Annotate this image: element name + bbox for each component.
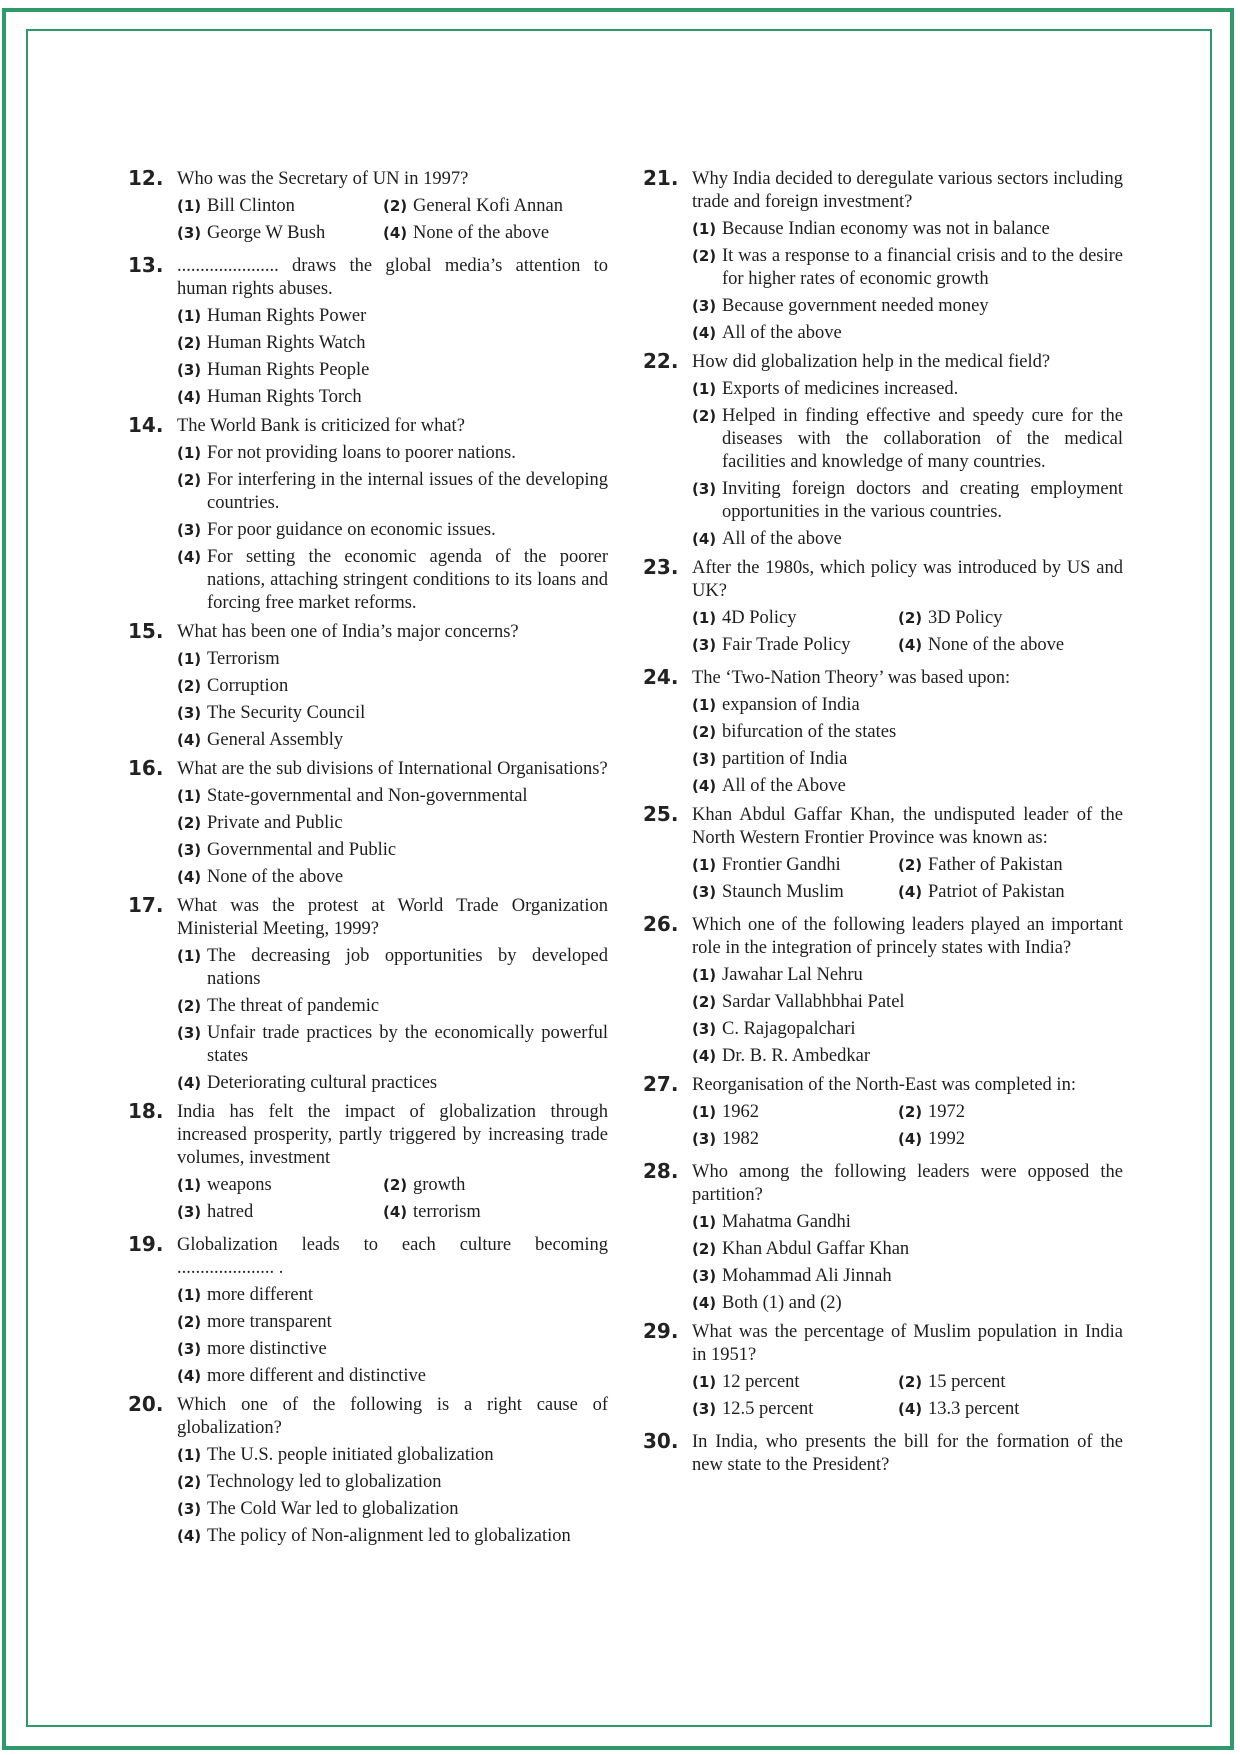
option-text: Unfair trade practices by the economically powerful states [207, 1023, 608, 1066]
option-text: Staunch Muslim [722, 882, 844, 902]
option-number: (4) [692, 1047, 717, 1065]
option-text: Mohammad Ali Jinnah [722, 1266, 892, 1286]
answer-option [383, 1174, 608, 1197]
option-list [177, 1284, 608, 1388]
question-number: 29. [643, 1319, 679, 1343]
answer-option [383, 1201, 608, 1224]
option-text: Khan Abdul Gaffar Khan [722, 1239, 910, 1259]
answer-option [177, 222, 383, 245]
answer-option [177, 1201, 383, 1224]
option-number: (1) [692, 220, 717, 238]
answer-option [692, 245, 1123, 291]
answer-option [692, 991, 1123, 1014]
answer-option [177, 469, 608, 515]
answer-option [692, 694, 1123, 717]
answer-option [177, 648, 608, 671]
option-list [692, 694, 1123, 798]
question-text: India has felt the impact of globalization through increased prosperity, partly triggered by increasing trade volumes, investment [177, 1102, 608, 1168]
option-text: Governmental and Public [207, 840, 397, 860]
option-text: Both (1) and (2) [722, 1293, 842, 1313]
option-text: 4D Policy [722, 608, 797, 628]
question-number: 13. [128, 253, 164, 277]
answer-option [692, 881, 898, 904]
option-text: All of the above [722, 323, 842, 343]
answer-option [898, 1101, 1123, 1124]
option-list [692, 1371, 1123, 1425]
answer-option [177, 1072, 608, 1095]
option-text: General Assembly [207, 730, 344, 750]
question-16 [128, 758, 608, 889]
option-text: 3D Policy [928, 608, 1003, 628]
option-text: George W Bush [207, 223, 326, 243]
answer-option [692, 1238, 1123, 1261]
option-list [177, 1174, 608, 1228]
answer-option [177, 866, 608, 889]
question-15 [128, 621, 608, 752]
answer-option [177, 1284, 608, 1307]
answer-option [692, 1292, 1123, 1315]
question-27 [643, 1074, 1123, 1155]
option-number: (1) [177, 1286, 202, 1304]
option-number: (3) [692, 636, 717, 654]
answer-option [692, 1101, 898, 1124]
answer-option [692, 634, 898, 657]
option-text: The policy of Non-alignment led to globalization [207, 1526, 571, 1546]
option-text: Because Indian economy was not in balance [722, 219, 1050, 239]
question-text: Reorganisation of the North-East was completed in: [692, 1075, 1076, 1095]
answer-option [898, 1398, 1123, 1421]
question-25 [643, 804, 1123, 908]
answer-option [692, 478, 1123, 524]
option-text: All of the Above [722, 776, 846, 796]
option-list [692, 218, 1123, 345]
option-number: (2) [898, 609, 923, 627]
answer-option [177, 519, 608, 542]
option-text: 12 percent [722, 1372, 800, 1392]
answer-option [383, 222, 608, 245]
option-number: (2) [692, 407, 717, 425]
answer-option [692, 964, 1123, 987]
question-14 [128, 415, 608, 615]
option-text: Corruption [207, 676, 289, 696]
option-number: (1) [177, 947, 202, 965]
left-question-column [128, 168, 608, 1554]
option-number: (2) [177, 334, 202, 352]
answer-option [177, 675, 608, 698]
answer-option [177, 359, 608, 382]
question-number: 23. [643, 555, 679, 579]
option-text: 1972 [928, 1102, 965, 1122]
question-24 [643, 667, 1123, 798]
option-number: (2) [177, 814, 202, 832]
option-text: None of the above [413, 223, 550, 243]
option-text: Terrorism [207, 649, 280, 669]
option-number: (1) [177, 197, 202, 215]
question-number: 25. [643, 802, 679, 826]
option-number: (2) [383, 197, 408, 215]
question-number: 24. [643, 665, 679, 689]
option-number: (2) [177, 1313, 202, 1331]
option-text: Father of Pakistan [928, 855, 1063, 875]
option-number: (4) [177, 1074, 202, 1092]
option-number: (2) [177, 1473, 202, 1491]
question-29 [643, 1321, 1123, 1425]
answer-option [177, 729, 608, 752]
answer-option [177, 1365, 608, 1388]
option-number: (3) [177, 1340, 202, 1358]
question-number: 20. [128, 1392, 164, 1416]
answer-option [692, 775, 1123, 798]
answer-option [177, 1498, 608, 1521]
option-text: Human Rights Torch [207, 387, 362, 407]
question-number: 22. [643, 349, 679, 373]
answer-option [177, 195, 383, 218]
question-text: ...................... draws the global media’s attention to human rights abuses. [177, 256, 608, 299]
question-26 [643, 914, 1123, 1068]
option-number: (1) [692, 1103, 717, 1121]
answer-option [177, 1174, 383, 1197]
answer-option [177, 812, 608, 835]
question-text: Who among the following leaders were opposed the partition? [692, 1162, 1123, 1205]
option-number: (4) [692, 530, 717, 548]
option-number: (4) [692, 324, 717, 342]
answer-option [692, 1211, 1123, 1234]
answer-option [692, 1128, 898, 1151]
option-number: (1) [692, 966, 717, 984]
option-text: Because government needed money [722, 296, 989, 316]
answer-option [692, 1265, 1123, 1288]
option-list [692, 1211, 1123, 1315]
option-number: (2) [692, 993, 717, 1011]
option-number: (3) [692, 480, 717, 498]
question-21 [643, 168, 1123, 345]
option-text: It was a response to a financial crisis and to the desire for higher rates of economic growth [722, 246, 1123, 289]
option-text: partition of India [722, 749, 848, 769]
right-question-column [643, 168, 1123, 1483]
option-number: (2) [692, 723, 717, 741]
option-number: (3) [177, 841, 202, 859]
option-text: Inviting foreign doctors and creating employment opportunities in the various countries. [722, 479, 1123, 522]
option-text: more distinctive [207, 1339, 327, 1359]
answer-option [898, 607, 1123, 630]
question-number: 16. [128, 756, 164, 780]
option-text: Private and Public [207, 813, 343, 833]
answer-option [898, 854, 1123, 877]
answer-option [177, 546, 608, 615]
option-text: None of the above [928, 635, 1065, 655]
option-number: (4) [383, 1203, 408, 1221]
answer-option [177, 839, 608, 862]
option-number: (4) [898, 1400, 923, 1418]
answer-option [177, 1471, 608, 1494]
answer-option [177, 1022, 608, 1068]
answer-option [692, 748, 1123, 771]
answer-option [177, 945, 608, 991]
option-text: Mahatma Gandhi [722, 1212, 851, 1232]
answer-option [177, 1444, 608, 1467]
question-number: 28. [643, 1159, 679, 1183]
option-number: (3) [177, 1203, 202, 1221]
question-text: Khan Abdul Gaffar Khan, the undisputed leader of the North Western Frontier Province was known as: [692, 805, 1123, 848]
question-number: 18. [128, 1099, 164, 1123]
option-list [177, 945, 608, 1095]
answer-option [177, 1525, 608, 1548]
option-number: (2) [898, 1103, 923, 1121]
question-number: 15. [128, 619, 164, 643]
question-text: What was the percentage of Muslim population in India in 1951? [692, 1322, 1123, 1365]
option-text: 15 percent [928, 1372, 1006, 1392]
answer-option [692, 721, 1123, 744]
option-text: more transparent [207, 1312, 332, 1332]
answer-option [177, 442, 608, 465]
option-text: Dr. B. R. Ambedkar [722, 1046, 870, 1066]
option-text: C. Rajagopalchari [722, 1019, 856, 1039]
option-list [692, 964, 1123, 1068]
question-number: 14. [128, 413, 164, 437]
option-number: (2) [177, 997, 202, 1015]
option-list [177, 1444, 608, 1548]
answer-option [692, 1371, 898, 1394]
option-number: (4) [898, 636, 923, 654]
answer-option [692, 1018, 1123, 1041]
option-number: (1) [692, 696, 717, 714]
option-list [692, 607, 1123, 661]
option-number: (1) [177, 787, 202, 805]
question-text: In India, who presents the bill for the formation of the new state to the President? [692, 1432, 1123, 1475]
option-number: (3) [692, 1020, 717, 1038]
option-number: (4) [692, 1294, 717, 1312]
option-text: For setting the economic agenda of the poorer nations, attaching stringent conditions to its loans and forcing free market reforms. [207, 547, 608, 613]
option-number: (4) [383, 224, 408, 242]
option-number: (1) [177, 307, 202, 325]
option-number: (1) [692, 609, 717, 627]
question-number: 12. [128, 166, 164, 190]
question-number: 19. [128, 1232, 164, 1256]
answer-option [898, 634, 1123, 657]
option-number: (4) [177, 548, 202, 566]
answer-option [692, 322, 1123, 345]
option-number: (3) [692, 297, 717, 315]
option-number: (1) [692, 1373, 717, 1391]
answer-option [692, 405, 1123, 474]
answer-option [177, 1338, 608, 1361]
option-list [177, 305, 608, 409]
option-number: (1) [177, 444, 202, 462]
option-text: Fair Trade Policy [722, 635, 851, 655]
option-text: Frontier Gandhi [722, 855, 841, 875]
option-text: The Cold War led to globalization [207, 1499, 459, 1519]
option-text: Bill Clinton [207, 196, 295, 216]
option-list [177, 195, 608, 249]
option-text: weapons [207, 1175, 272, 1195]
option-number: (4) [692, 777, 717, 795]
option-number: (3) [177, 521, 202, 539]
option-text: Human Rights People [207, 360, 370, 380]
option-number: (3) [692, 750, 717, 768]
answer-option [177, 386, 608, 409]
answer-option [898, 1128, 1123, 1151]
option-list [177, 785, 608, 889]
option-text: hatred [207, 1202, 254, 1222]
question-23 [643, 557, 1123, 661]
option-number: (4) [177, 868, 202, 886]
option-text: 1962 [722, 1102, 759, 1122]
option-number: (1) [177, 650, 202, 668]
question-text: The World Bank is criticized for what? [177, 416, 465, 436]
option-list [177, 442, 608, 615]
answer-option [177, 702, 608, 725]
option-number: (4) [177, 731, 202, 749]
option-number: (3) [692, 883, 717, 901]
answer-option [383, 195, 608, 218]
question-text: What has been one of India’s major concerns? [177, 622, 519, 642]
option-text: growth [413, 1175, 466, 1195]
answer-option [177, 332, 608, 355]
option-text: For poor guidance on economic issues. [207, 520, 496, 540]
option-number: (1) [692, 856, 717, 874]
question-text: Which one of the following leaders played an important role in the integration of princely states with India? [692, 915, 1123, 958]
option-number: (3) [692, 1400, 717, 1418]
question-number: 17. [128, 893, 164, 917]
question-17 [128, 895, 608, 1095]
answer-option [177, 785, 608, 808]
option-text: Human Rights Power [207, 306, 367, 326]
option-text: Patriot of Pakistan [928, 882, 1065, 902]
question-28 [643, 1161, 1123, 1315]
option-number: (1) [692, 380, 717, 398]
answer-option [177, 305, 608, 328]
question-30 [643, 1431, 1123, 1477]
question-text: What was the protest at World Trade Organization Ministerial Meeting, 1999? [177, 896, 608, 939]
answer-option [177, 1311, 608, 1334]
option-number: (4) [898, 883, 923, 901]
option-text: None of the above [207, 867, 344, 887]
option-text: For not providing loans to poorer nations. [207, 443, 516, 463]
option-text: Sardar Vallabhbhai Patel [722, 992, 905, 1012]
question-12 [128, 168, 608, 249]
option-number: (3) [177, 1500, 202, 1518]
option-text: State-governmental and Non-governmental [207, 786, 528, 806]
option-number: (2) [383, 1176, 408, 1194]
question-number: 30. [643, 1429, 679, 1453]
option-number: (3) [177, 224, 202, 242]
answer-option [692, 295, 1123, 318]
option-text: The threat of pandemic [207, 996, 380, 1016]
option-text: 1992 [928, 1129, 965, 1149]
answer-option [692, 218, 1123, 241]
option-number: (3) [177, 361, 202, 379]
option-text: The U.S. people initiated globalization [207, 1445, 494, 1465]
option-text: terrorism [413, 1202, 481, 1222]
option-list [692, 1101, 1123, 1155]
question-text: Globalization leads to each culture becoming ..................... . [177, 1235, 608, 1278]
question-19 [128, 1234, 608, 1388]
option-text: The Security Council [207, 703, 366, 723]
option-text: Jawahar Lal Nehru [722, 965, 863, 985]
option-number: (3) [177, 1024, 202, 1042]
answer-option [898, 881, 1123, 904]
option-text: Helped in finding effective and speedy cure for the diseases with the collaboration of the medical facilities and knowledge of many countries. [722, 406, 1123, 472]
question-text: Who was the Secretary of UN in 1997? [177, 169, 469, 189]
option-text: expansion of India [722, 695, 860, 715]
option-number: (2) [177, 471, 202, 489]
option-number: (2) [692, 247, 717, 265]
option-text: All of the above [722, 529, 842, 549]
answer-option [692, 528, 1123, 551]
question-text: Why India decided to deregulate various sectors including trade and foreign investment? [692, 169, 1124, 212]
answer-option [692, 1045, 1123, 1068]
option-list [692, 378, 1123, 551]
question-number: 21. [643, 166, 679, 190]
option-number: (1) [692, 1213, 717, 1231]
option-text: 13.3 percent [928, 1399, 1020, 1419]
answer-option [177, 995, 608, 1018]
option-text: more different and distinctive [207, 1366, 427, 1386]
answer-option [692, 378, 1123, 401]
option-number: (2) [898, 856, 923, 874]
option-text: more different [207, 1285, 313, 1305]
question-22 [643, 351, 1123, 551]
option-text: For interfering in the internal issues of the developing countries. [207, 470, 608, 513]
option-text: The decreasing job opportunities by developed nations [207, 946, 608, 989]
question-text: How did globalization help in the medical field? [692, 352, 1051, 372]
option-number: (2) [898, 1373, 923, 1391]
option-list [177, 648, 608, 752]
question-text: The ‘Two-Nation Theory’ was based upon: [692, 668, 1011, 688]
option-number: (1) [177, 1176, 202, 1194]
option-number: (3) [177, 704, 202, 722]
question-text: Which one of the following is a right cause of globalization? [177, 1395, 608, 1438]
option-number: (1) [177, 1446, 202, 1464]
question-number: 27. [643, 1072, 679, 1096]
answer-option [692, 607, 898, 630]
option-number: (3) [692, 1130, 717, 1148]
option-number: (3) [692, 1267, 717, 1285]
question-text: After the 1980s, which policy was introduced by US and UK? [692, 558, 1123, 601]
option-text: 1982 [722, 1129, 759, 1149]
option-number: (2) [692, 1240, 717, 1258]
option-text: General Kofi Annan [413, 196, 564, 216]
option-text: Technology led to globalization [207, 1472, 442, 1492]
option-number: (2) [177, 677, 202, 695]
option-text: Deteriorating cultural practices [207, 1073, 438, 1093]
option-text: bifurcation of the states [722, 722, 897, 742]
option-number: (4) [898, 1130, 923, 1148]
answer-option [898, 1371, 1123, 1394]
option-list [692, 854, 1123, 908]
question-text: What are the sub divisions of International Organisations? [177, 759, 608, 779]
answer-option [692, 854, 898, 877]
question-18 [128, 1101, 608, 1228]
question-20 [128, 1394, 608, 1548]
option-number: (4) [177, 388, 202, 406]
option-number: (4) [177, 1367, 202, 1385]
option-text: Human Rights Watch [207, 333, 366, 353]
question-number: 26. [643, 912, 679, 936]
question-13 [128, 255, 608, 409]
option-text: 12.5 percent [722, 1399, 814, 1419]
answer-option [692, 1398, 898, 1421]
option-text: Exports of medicines increased. [722, 379, 959, 399]
option-number: (4) [177, 1527, 202, 1545]
